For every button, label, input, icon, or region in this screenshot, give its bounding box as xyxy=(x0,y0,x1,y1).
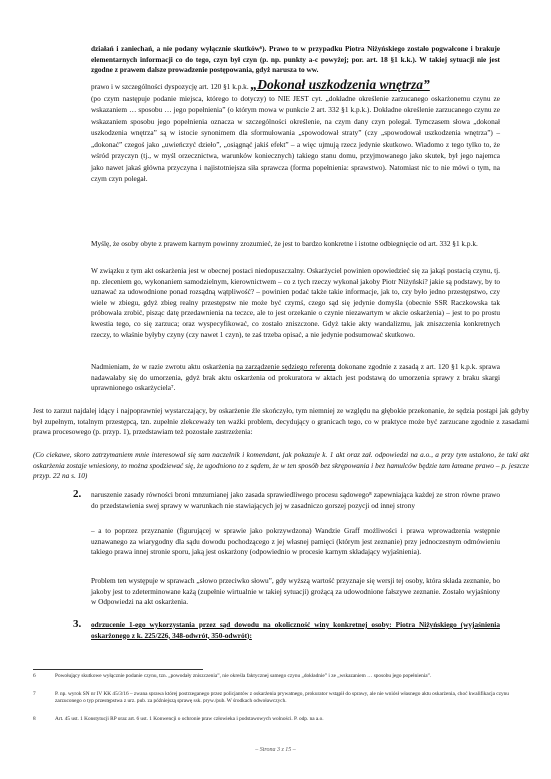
underlined-phrase: na zarządzenie sędziego referenta xyxy=(236,362,336,371)
quoted-charge: „Dokonał uszkodzenia wnętrza” xyxy=(250,77,430,92)
page-number-footer: – Strona 3 z 15 – xyxy=(255,747,296,753)
footnote-8: 8 Art. 45 ust. 1 Konstytucji RP oraz art. 6 ust. 1 Konwencji o ochronie praw człowieka i podstawowych wolności. P. odp. na a.o. xyxy=(33,716,324,722)
list-number-3: 3. xyxy=(73,618,82,630)
footnote-separator xyxy=(33,669,203,670)
footnote-7: 7 P. np. wyrok SN nr IV KK 45/3/16 – zwana sprawa której postrzeganego przez policjantów z oskarżenia prywatnego, prokurator wstąpił do sprawy, ale nie wniósł własnego aktu oskarżenia, choć kwalifikacja czynu zarzuconego o typ przestępstwa z urz. pub. za późniejszą sprawę ssk. pryw./pub. W środkach odwoławczych. xyxy=(33,691,509,704)
footnote-6: 6 Powołujący skutkowe wyłącznie podanie czynu, tzn. „powodały zniszczenia”, nie określa faktycznej samego czynu „dokładnie” i ze „wskazaniem … sposobu jego popełnienia”. xyxy=(33,673,432,679)
point-2-problem: Problem ten występuje w sprawach „słowo przeciwko słowu”, gdy wyższą wartość przyznaje się wersji tej osoby, która składa zeznanie, bo jakoby jest to zdeterminowane każą (zupełnie wirtualnie w takiej sytuacji) grożącą za udowodnione fałszywe zeznanie. Zostało wyjaśniony w Odpowiedzi na akt oskarżenia. xyxy=(91,576,500,607)
paragraph-4: W związku z tym akt oskarżenia jest w obecnej postaci niedopuszczalny. Oskarżyciel powinien opowiedzieć się za jakąś postacią czynu, tj. np. zleceniem go, wykonaniem samodzielnym, kierownictwem – co z tych rzeczy wykonał jakoby Piotr Niżyński? jakie są podstawy, by to uznawać za udowodnione ponad rozsądną wątpliwość? – powinien podać także takie informacje, jak to, czy było jedno przestępstwo, czy wiele w zbiegu, gdyż zbieg realny przestępstw nie może być czymś, czego sąd się jedynie domyśla (obecnie SSR Raczkowska tak próbowała zrobić, pisząc datę przedawnienia na teczce, ale to jest orzekanie o czynie niezawartym w akcie oskarżenia) – jest to po prostu kwestia tego, co się zarzuca; oraz wyspecyfikować, co zostało zniszczone. Gdyż takie akty wandalizmu, jak zniszczenia konkretnych rzeczy, to właśnie byłyby czyny (czy nawet 1 czyn), te zaś trzeba opisać, a nie jedynie podsumować skutkowo. xyxy=(91,266,500,339)
paragraph-7-remark: (Co ciekawe, skoro zatrzymaniem mnie interesował się sam naczelnik i komendant, jak pokazuje k. 1 akt oraz zał. odpowiedzi na a.o., a przy tym ustalono, że taki akt oskarżenia zostaje wniesiony, to można spodziewać się, że ugodniono to z sądem, że w ten sposób bez skrępowania i bez hamulców będzie tam łamane prawo – p. jeszcze przyp. 22 na s. 10) xyxy=(33,450,529,481)
point-2-detail: – a to poprzez przyznanie (figurującej w sprawie jako pokrzywdzona) Wandzie Graff możliwości i prawa wprowadzenia wstępnie uznawanego za wiarygodny dla sądu dowodu pochodzącego z jej własnej pamięci (którym jest zeznanie) przy jednoczesnym odmówieniu takiego prawa innej stronie sporu, jaką jest oskarżony (odpowiednio w procesie karnym składający wyjaśnienia). xyxy=(91,526,500,557)
paragraph-3: Myślę, że osoby obyte z prawem karnym powinny zrozumieć, że jest to bardzo konkretne i istotne odbiegnięcie od art. 332 §1 k.p.k. xyxy=(91,239,478,248)
paragraph-5: Nadmieniam, że w razie zwrotu aktu oskarżenia na zarządzenie sędziego referenta dokonane zgodnie z zasadą z art. 120 §1 k.p.k. sprawa nadawałaby się do umorzenia, gdyż brak aktu oskarżenia od prokuratora w aktach jest podstawą do umorzenia sprawy z braku skargi uprawnionego oskarżyciela⁷. xyxy=(91,362,500,393)
paragraph-2-body: (po czym następuje podanie miejsca, którego to dotyczy) to NIE JEST cyt. „dokładne określenie zarzucanego oskarżonemu czynu ze wskazaniem … sposobu … jego popełnienia” (o którym mowa w punkcie 2 art. 332 §1 k.p.k.). Dokładne określenie zarzucanego czynu ze wskazaniem sposobu jego popełnienia oznacza w szczególności określenie, na czym dany czyn polegał. Tymczasem słowa „dokonał uszkodzenia wnętrza” są w istocie synonimem dla sformułowania „spowodował straty” (czy „spowodował uszkodzenia wnętrza”) – „dokonać” czegoś jako „uwieńczyć dzieło”, „osiągnąć jakiś efekt” – a więc ujmują rzecz jedynie skutkowo. Wiadomo z tego tylko to, że wśród przyczyn (tj., w myśl orzecznictwa, warunków koniecznych) takiego stanu domu, przyjmowanego jako skutek, był jego najemca jako nawet jakaś główna przyczyna i najistotniejsza siła sprawcza (forma popełnienia: sprawstwo). Natomiast nic to nie mówi o tym, na czym czyn polegał. xyxy=(91,93,500,183)
paragraph-1: działań i zaniechań, a nie podany wyłącznie skutków⁶). Prawo to w przypadku Piotra Niżyńskiego zostało pogwałcone i brakuje elementarnych informacji co do tego, czyn był czyn (p. np. punkty a-c powyżej; por. art. 18 §1 k.k.). W takiej sytuacji nie jest zgodne z prawem dalsze prowadzenie postępowania, gdyż narusza to ww. xyxy=(91,44,500,75)
point-3-text: odrzucenie 1-ego wykorzystania przez sąd dowodu na okoliczność winy konkretnej osoby: Piotra Niżyńskiego (wyjaśnienia oskarżonego z k. 225/226, 348-odwrót, 350-odwrót): xyxy=(91,620,500,640)
list-number-2: 2. xyxy=(73,488,82,500)
paragraph-6: Jest to zarzut najdalej idący i najpoprawniej wystarczający, by oskarżenie źle skończyło, tym niemniej ze względu na głębokie przekonanie, że sędzia postąpi jak gdyby był zupełnym, totalnym przestępcą, tzn. zupełnie zlekceważy ten ważki problem, decydujący o granicach tego, co w praktyce może być zarzucane zgodnie z zasadami prawa procesowego (p. przyp. 1), przedstawiam też pozostałe zastrzeżenia: xyxy=(33,406,529,437)
paragraph-2-lead: prawo i w szczególności dyspozycję art. 120 §1 k.p.k. xyxy=(91,82,249,91)
paragraph-2 xyxy=(91,79,500,185)
point-2-text: naruszenie zasady równości broni mnzumianej jako zasada sprawiedliwego procesu sądowego⁸ zapewniająca każdej ze stron równe prawo do przedstawienia swej sprawy w warunkach nie stawiających jej w zasadniczo gorszej pozycji od innej strony xyxy=(91,490,500,510)
